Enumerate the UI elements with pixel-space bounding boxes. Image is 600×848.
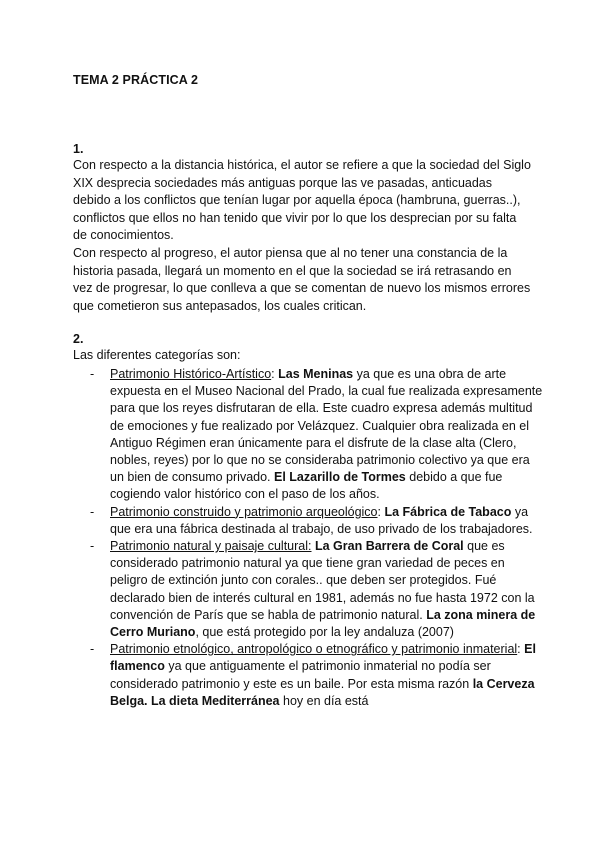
section-1-paragraph-1: Con respecto a la distancia histórica, el autor se refiere a que la sociedad del Siglo XIX desprecia sociedades más antiguas porque las ve pasadas, anticuadas debido a los conflictos que tenían lugar por aquella época (hambruna, guerras..), conflictos que ellos no han tenido que vivir por lo que los desprecian por su falta de conocimientos. — [73, 158, 531, 243]
list-item — [73, 641, 543, 710]
list-bullet: - — [90, 504, 95, 519]
list-item — [73, 366, 543, 504]
category-label: Patrimonio construido y patrimonio arqueológico — [110, 504, 378, 519]
category-list — [73, 366, 543, 710]
section-2-intro: Las diferentes categorías son: — [73, 348, 241, 362]
category-label: Patrimonio natural y paisaje cultural: — [110, 539, 312, 554]
label-separator: : — [271, 367, 279, 381]
list-bullet: - — [90, 642, 95, 657]
section-1-body — [73, 157, 533, 315]
category-label: Patrimonio etnológico, antropológico o etnográfico y patrimonio inmaterial — [110, 642, 518, 657]
category-label: Patrimonio Histórico-Artístico — [110, 367, 272, 381]
list-item — [73, 504, 543, 538]
example-text: , que está protegido por la ley andaluza (2007) — [195, 625, 454, 640]
example-name: Las Meninas — [278, 367, 354, 381]
section-1-paragraph-2: Con respecto al progreso, el autor piensa que al no tener una constancia de la historia pasada, llegará un momento en el que la sociedad se irá retrasando en vez de progresar, lo que conlleva a que se comentan de nuevo los mismos errores que cometieron sus antepasados, los cuales critican. — [73, 245, 531, 313]
label-separator: : — [377, 504, 385, 519]
list-item — [73, 538, 543, 641]
example-name: La zona minera de Cerro Muriano — [110, 607, 536, 640]
list-bullet: - — [90, 367, 95, 381]
list-bullet: - — [90, 539, 95, 554]
example-text: que es considerado patrimonio natural ya que tiene gran variedad de peces en peligro de extinción junto con corales.. que deben ser protegidos. Fué declarado bien de interés cultural en 1981, además no fue hasta 1972 con la convención de París que se habla de patrimonio natural. — [110, 539, 535, 622]
section-1-number: 1. — [73, 142, 84, 156]
example-text: ya que es una obra de arte expuesta en el Museo Nacional del Prado, la cual fue realizada expresamente para que los reyes disfrutaran de ella. Este cuadro expresa además multitud de emociones y fue realizado por Velázquez. Cualquier obra realizada en el Antiguo Régimen eran únicamente para el disfrute de la clase alta (Clero, nobles, reyes) por lo que no se consideraba patrimonio colectivo ya que era un bien de consumo privado. — [110, 367, 543, 485]
example-name: La Fábrica de Tabaco — [384, 504, 512, 519]
example-name: la Cerveza Belga. La dieta Mediterránea — [110, 676, 535, 708]
example-text: ya que era una fábrica destinada al trabajo, de uso privado de los trabajadores. — [110, 504, 533, 536]
example-text: ya que antiguamente el patrimonio inmaterial no podía ser considerado patrimonio y este es un baile. Por esta misma razón — [110, 659, 491, 691]
example-name: La Gran Barrera de Coral — [314, 539, 464, 554]
section-2-number: 2. — [73, 332, 84, 346]
example-text: hoy en día está — [279, 693, 369, 708]
label-separator: : — [517, 642, 525, 657]
example-name: El flamenco — [110, 642, 536, 674]
document-title: TEMA 2 PRÁCTICA 2 — [73, 73, 199, 87]
example-text: debido a que fue cogiendo valor histórico con el paso de los años. — [110, 470, 503, 502]
example-name: El Lazarillo de Tormes — [274, 470, 406, 485]
